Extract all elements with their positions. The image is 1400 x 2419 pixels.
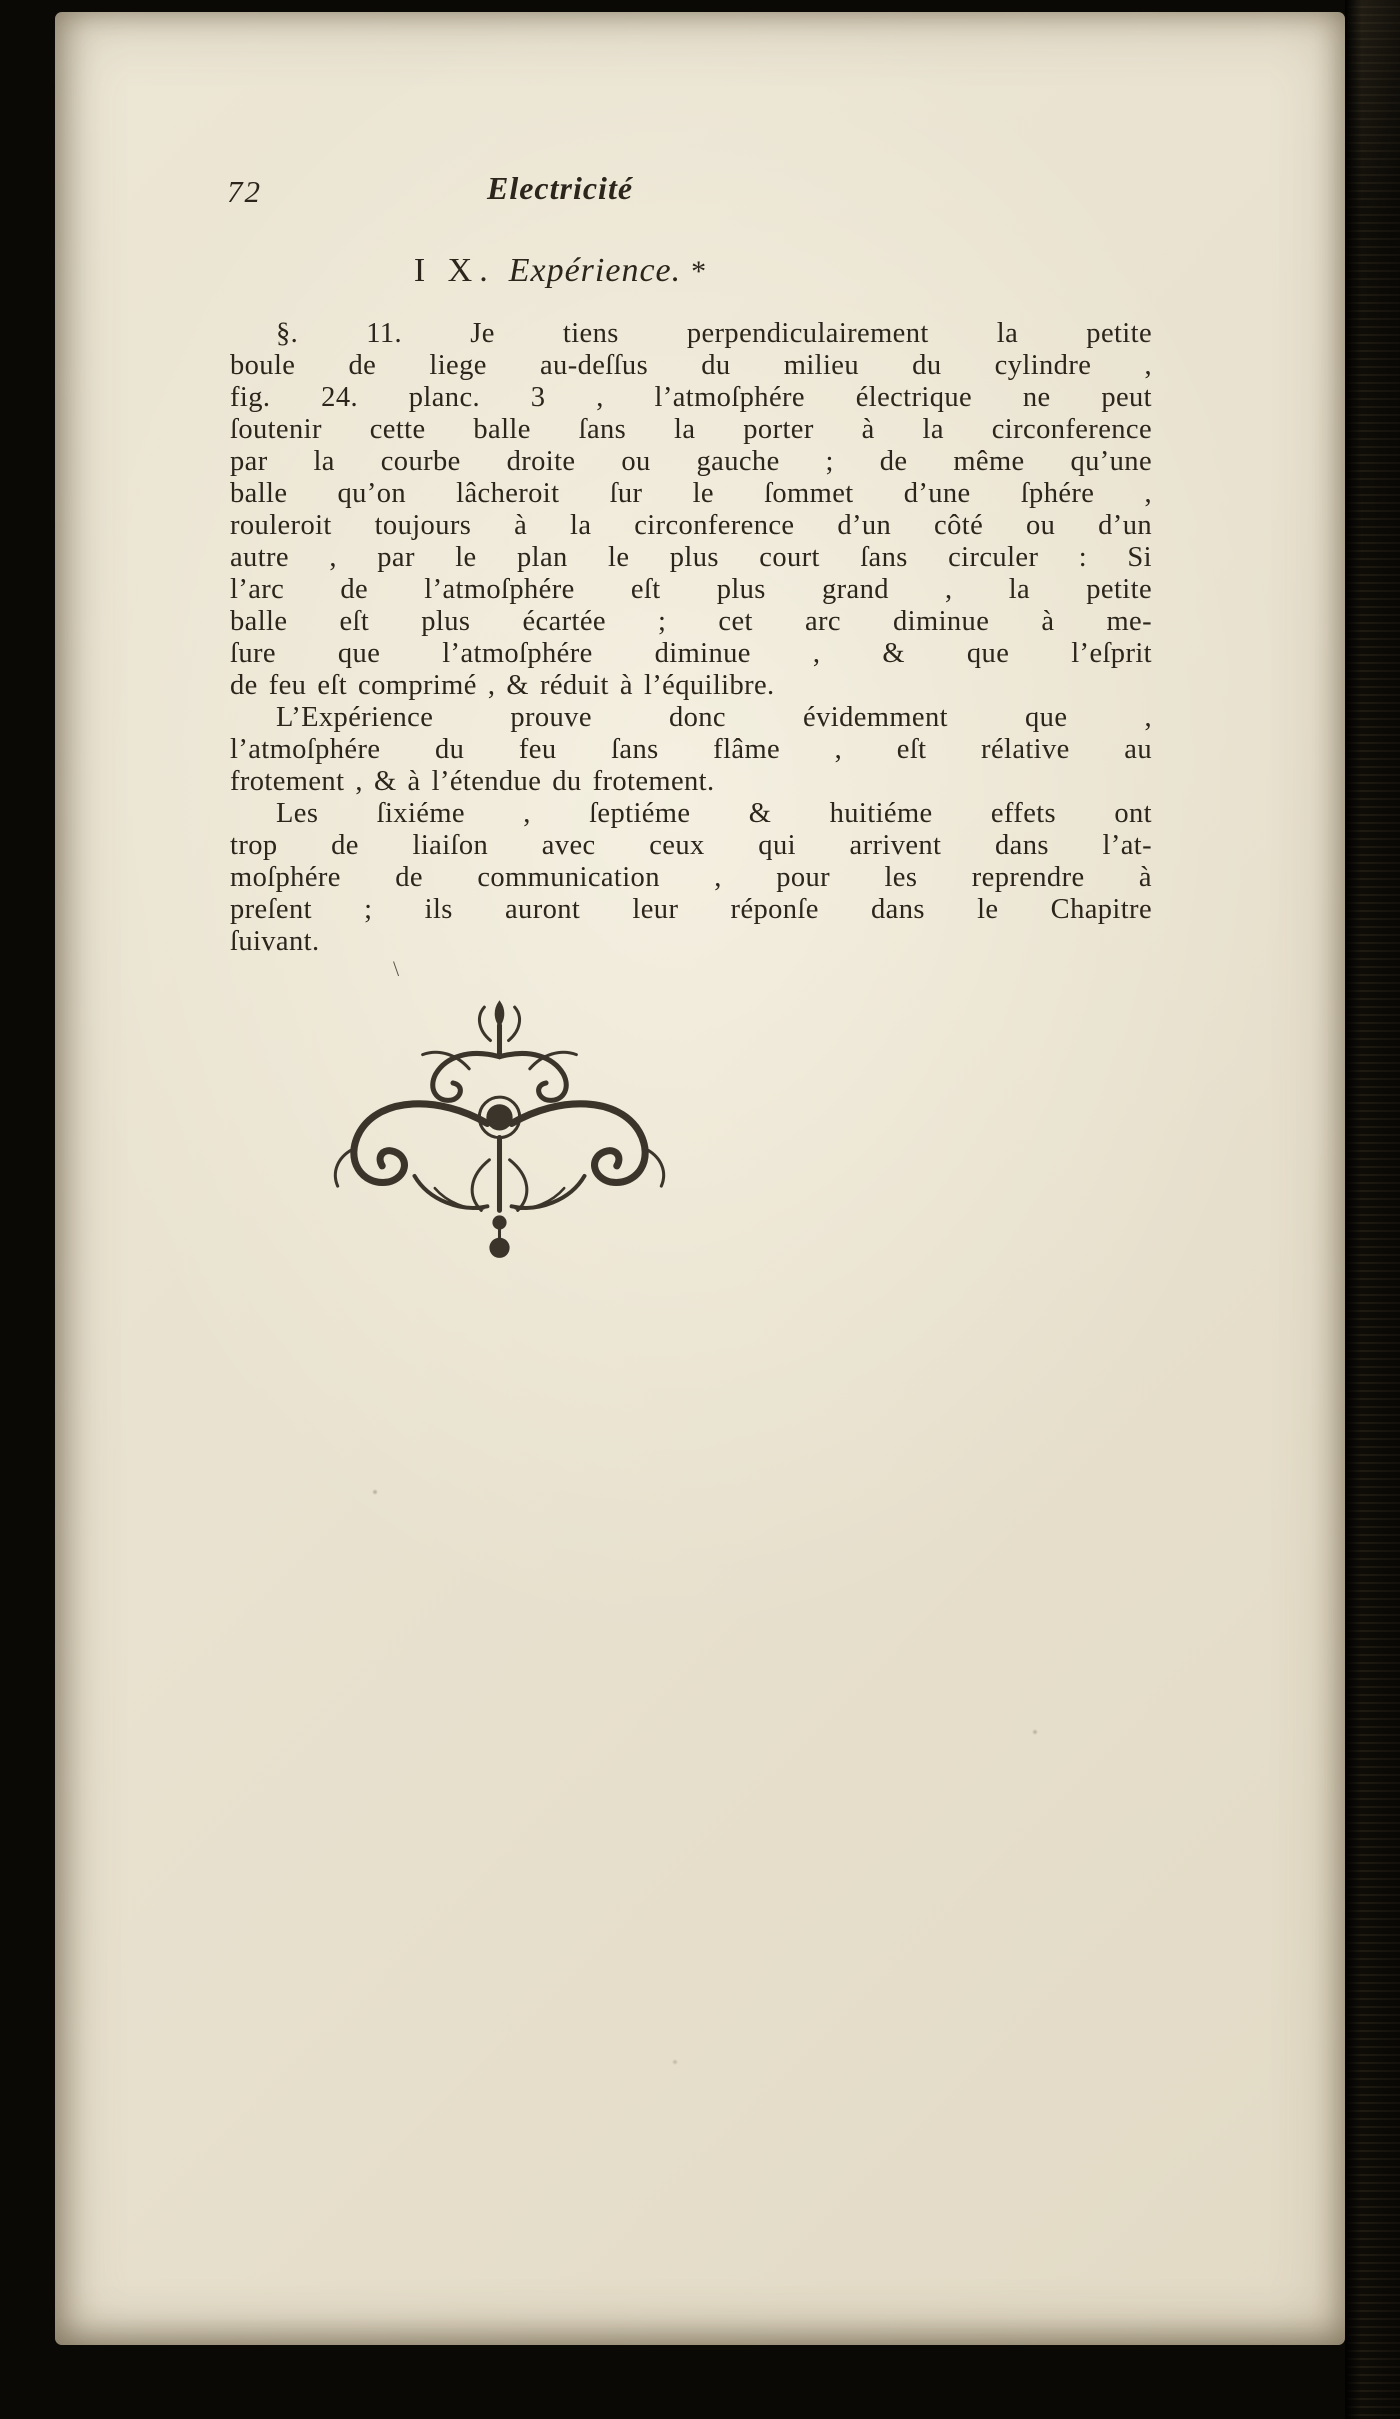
heading-numeral: I X. [413, 252, 495, 289]
text-line: trop de liaiſon avec ceux qui arrivent dans l’at- [230, 830, 1152, 861]
text-line: frotement , & à l’étendue du frotement. [230, 766, 715, 797]
text-line: §. 11. Je tiens perpendiculairement la petite [276, 318, 1152, 349]
text-line: de feu eſt comprimé , & réduit à l’équilibre. [230, 670, 775, 701]
text-line: boule de liege au-deſſus du milieu du cylindre , [230, 350, 1152, 381]
book-page-edges [1345, 0, 1400, 2419]
text-line: fig. 24. planc. 3 , l’atmoſphére électrique ne peut [230, 382, 1152, 413]
body-text [230, 318, 1152, 958]
text-line: ſoutenir cette balle ſans la porter à la circonference [230, 414, 1152, 445]
text-line: l’arc de l’atmoſphére eſt plus grand , la petite [230, 574, 1152, 605]
text-line: l’atmoſphére du feu ſans flâme , eſt rélative au [230, 734, 1152, 765]
paragraph-3 [230, 798, 1152, 958]
fleuron-ornament [317, 998, 682, 1266]
footnote-star: * [691, 255, 707, 288]
page-number: 72 [227, 174, 262, 209]
text-line: ſure que l’atmoſphére diminue , & que l’eſprit [230, 638, 1152, 669]
text-line: balle eſt plus écartée ; cet arc diminue à me- [230, 606, 1152, 637]
text-line: L’Expérience prouve donc évidemment que , [276, 702, 1152, 733]
text-line: ſuivant. [230, 926, 320, 957]
running-header: Electricité [486, 170, 634, 206]
text-line: moſphére de communication , pour les reprendre à [230, 862, 1152, 893]
text-line: preſent ; ils auront leur réponſe dans le Chapitre [230, 894, 1152, 925]
text-line: par la courbe droite ou gauche ; de même qu’une [230, 446, 1152, 477]
book-page [55, 12, 1345, 2345]
heading-title: Expérience. [508, 252, 682, 289]
paragraph-2 [230, 702, 1152, 798]
paragraph-1 [230, 318, 1152, 702]
text-line: Les ſixiéme , ſeptiéme & huitiéme effets ont [276, 798, 1152, 829]
text-line: balle qu’on lâcheroit ſur le ſommet d’une ſphére , [230, 478, 1152, 509]
stray-mark: \ [393, 956, 400, 981]
text-line: rouleroit toujours à la circonference d’un côté ou d’un [230, 510, 1152, 541]
text-line: autre , par le plan le plus court ſans circuler : Si [230, 542, 1152, 573]
section-heading [230, 252, 890, 290]
